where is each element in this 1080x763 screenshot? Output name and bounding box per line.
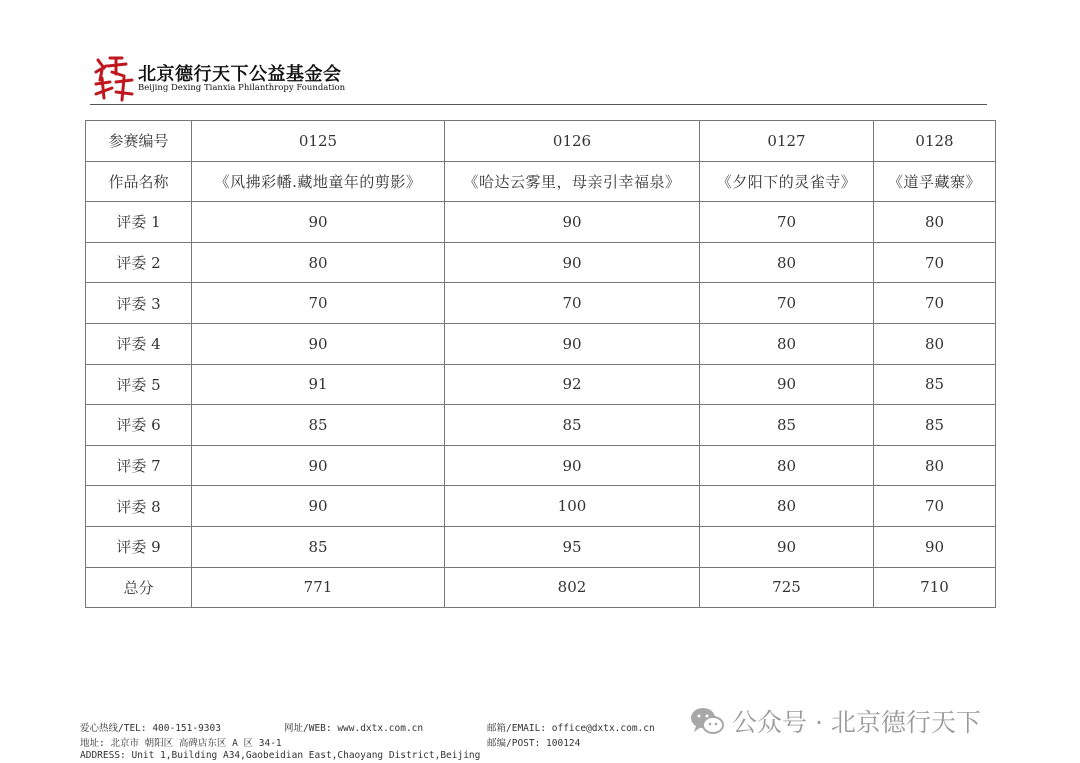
judge-label: 评委 7 xyxy=(86,445,192,486)
work-title: 《道孚藏寨》 xyxy=(874,161,996,202)
score-cell: 90 xyxy=(192,486,445,527)
row-label: 作品名称 xyxy=(86,161,192,202)
total-row xyxy=(86,567,996,608)
judge-row xyxy=(86,202,996,243)
score-cell: 85 xyxy=(192,405,445,446)
score-cell: 85 xyxy=(445,405,700,446)
footer-post: 邮编/POST: 100124 xyxy=(487,738,581,749)
judge-row xyxy=(86,283,996,324)
entry-number: 0127 xyxy=(700,121,874,162)
judge-label: 评委 2 xyxy=(86,242,192,283)
judge-row xyxy=(86,445,996,486)
judge-row xyxy=(86,364,996,405)
footer-web: 网址/WEB: www.dxtx.com.cn xyxy=(284,723,424,734)
calligraphy-seal-icon xyxy=(92,54,136,102)
entry-number-row xyxy=(86,121,996,162)
footer-address-en: ADDRESS: Unit 1,Building A34,Gaobeidian East,Chaoyang District,Beijing xyxy=(80,750,481,761)
score-cell: 95 xyxy=(445,526,700,567)
score-cell: 90 xyxy=(192,323,445,364)
entry-number: 0128 xyxy=(874,121,996,162)
score-cell: 85 xyxy=(874,405,996,446)
wechat-icon xyxy=(690,706,724,736)
score-cell: 85 xyxy=(874,364,996,405)
score-cell: 70 xyxy=(700,283,874,324)
score-cell: 92 xyxy=(445,364,700,405)
score-cell: 70 xyxy=(874,486,996,527)
judge-row xyxy=(86,242,996,283)
score-cell: 90 xyxy=(445,202,700,243)
work-title-row xyxy=(86,161,996,202)
total-cell: 771 xyxy=(192,567,445,608)
score-cell: 80 xyxy=(874,323,996,364)
judge-label: 评委 5 xyxy=(86,364,192,405)
score-cell: 90 xyxy=(445,445,700,486)
judge-label: 评委 6 xyxy=(86,405,192,446)
work-title: 《夕阳下的灵雀寺》 xyxy=(700,161,874,202)
judge-row xyxy=(86,323,996,364)
total-cell: 710 xyxy=(874,567,996,608)
score-cell: 80 xyxy=(700,486,874,527)
score-cell: 90 xyxy=(700,364,874,405)
work-title: 《哈达云雾里，母亲引幸福泉》 xyxy=(445,161,700,202)
watermark-text: 公众号 · 北京德行天下 xyxy=(732,708,981,737)
judge-label: 评委 9 xyxy=(86,526,192,567)
score-cell: 90 xyxy=(700,526,874,567)
entry-number: 0125 xyxy=(192,121,445,162)
score-cell: 80 xyxy=(874,202,996,243)
score-cell: 70 xyxy=(445,283,700,324)
entry-number: 0126 xyxy=(445,121,700,162)
score-cell: 100 xyxy=(445,486,700,527)
total-label: 总分 xyxy=(86,567,192,608)
judge-label: 评委 1 xyxy=(86,202,192,243)
score-cell: 91 xyxy=(192,364,445,405)
score-cell: 90 xyxy=(192,445,445,486)
judge-label: 评委 8 xyxy=(86,486,192,527)
score-cell: 80 xyxy=(700,445,874,486)
header-divider xyxy=(90,104,987,105)
judge-label: 评委 4 xyxy=(86,323,192,364)
judge-row xyxy=(86,486,996,527)
score-cell: 70 xyxy=(874,242,996,283)
judge-label: 评委 3 xyxy=(86,283,192,324)
row-label: 参赛编号 xyxy=(86,121,192,162)
score-cell: 90 xyxy=(445,242,700,283)
wechat-watermark xyxy=(690,703,981,739)
judge-row xyxy=(86,405,996,446)
score-cell: 90 xyxy=(445,323,700,364)
footer-tel: 爱心热线/TEL: 400-151-9303 xyxy=(80,723,221,734)
total-cell: 725 xyxy=(700,567,874,608)
score-cell: 80 xyxy=(874,445,996,486)
footer-email: 邮箱/EMAIL: office@dxtx.com.cn xyxy=(487,723,655,734)
score-table-body xyxy=(86,121,996,608)
score-cell: 85 xyxy=(700,405,874,446)
footer-address-cn: 地址: 北京市 朝阳区 高碑店东区 A 区 34-1 xyxy=(80,738,282,749)
score-cell: 80 xyxy=(700,323,874,364)
score-cell: 90 xyxy=(192,202,445,243)
score-cell: 80 xyxy=(700,242,874,283)
total-cell: 802 xyxy=(445,567,700,608)
judge-row xyxy=(86,526,996,567)
score-cell: 80 xyxy=(192,242,445,283)
organization-name-english: Beijing Dexing Tianxia Philanthropy Foundation xyxy=(138,83,346,93)
score-cell: 70 xyxy=(192,283,445,324)
score-cell: 70 xyxy=(874,283,996,324)
score-cell: 85 xyxy=(192,526,445,567)
work-title: 《风拂彩幡.藏地童年的剪影》 xyxy=(192,161,445,202)
score-table xyxy=(85,120,996,608)
score-cell: 90 xyxy=(874,526,996,567)
organization-name: 北京德行天下公益基金会 xyxy=(138,64,342,85)
score-cell: 70 xyxy=(700,202,874,243)
